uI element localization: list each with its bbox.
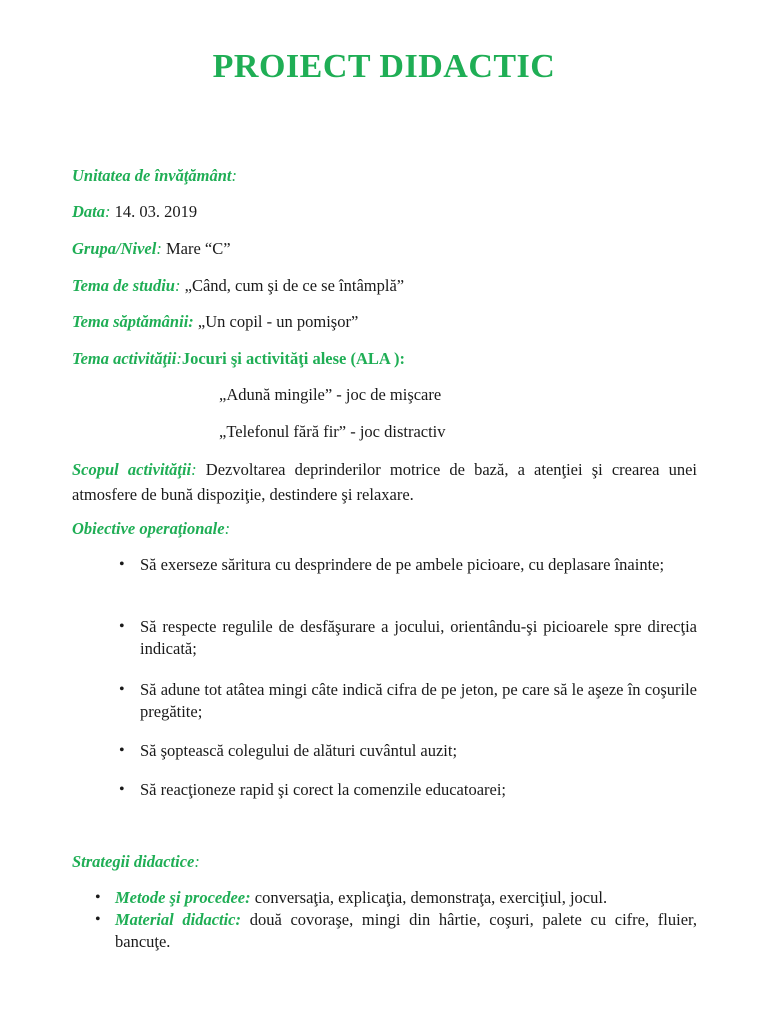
game-item: „Telefonul fără fir” - joc distractiv <box>219 422 446 441</box>
strategii-colon: : <box>194 852 200 871</box>
scopul-colon: : <box>191 460 197 479</box>
tema-studiu-line <box>72 276 404 296</box>
scopul-label: Scopul activităţii <box>72 460 192 479</box>
strategie-value: două covoraşe, mingi din hârtie, coşuri, palete cu cifre, fluier, bancuţe. <box>115 910 697 951</box>
tema-saptamanii-value: „Un copil - un pomişor” <box>193 312 359 331</box>
tema-studiu-label: Tema de studiu <box>72 276 175 295</box>
strategie-label: Material didactic: <box>115 910 242 929</box>
obiectiv-item: • Să exerseze săritura cu desprindere de pe ambele picioare, cu deplasare înainte; <box>140 554 664 576</box>
game-item: „Adună mingile” - joc de mişcare <box>219 385 442 404</box>
tema-saptamanii-line <box>72 312 358 332</box>
tema-activitatii-line <box>72 349 405 369</box>
unitatea-label: Unitatea de învăţământ <box>72 166 232 185</box>
data-colon: : <box>105 202 111 221</box>
obiective-heading <box>72 519 230 539</box>
obiective-colon: : <box>224 519 231 538</box>
grupa-colon: : <box>156 239 162 258</box>
strategie-value: conversaţia, explicaţia, demonstraţa, exerciţiul, jocul. <box>250 888 608 907</box>
scopul-paragraph <box>72 457 697 507</box>
unitatea-colon: : <box>231 166 238 185</box>
obiectiv-item: • Să respecte regulile de desfăşurare a jocului, orientându-şi picioarele spre direcţia indicată; <box>140 616 697 660</box>
unitatea-line <box>72 166 237 186</box>
data-line <box>72 202 197 222</box>
tema-studiu-colon: : <box>175 276 181 295</box>
data-value: 14. 03. 2019 <box>110 202 198 221</box>
strategie-item <box>115 909 697 953</box>
page-title: PROIECT DIDACTIC <box>212 48 556 85</box>
strategie-item <box>115 887 697 909</box>
strategii-list <box>115 887 697 953</box>
obiective-label: Obiective operaţionale <box>72 519 225 538</box>
strategii-heading <box>72 852 200 872</box>
scopul-value: Dezvoltarea deprinderilor motrice de bază, a atenţiei şi crearea unei atmosfere de bună dispoziţie, destindere şi relaxare. <box>72 460 698 504</box>
grupa-label: Grupa/Nivel <box>72 239 157 258</box>
obiectiv-item: • Să şoptească colegului de alături cuvântul auzit; <box>140 740 457 762</box>
grupa-value: Mare “C” <box>161 239 231 258</box>
data-label: Data <box>72 202 105 221</box>
tema-studiu-value: „Când, cum şi de ce se întâmplă” <box>180 276 405 295</box>
tema-activitatii-value: Jocuri şi activităţi alese (ALA ): <box>181 349 406 368</box>
tema-saptamanii-label: Tema săptămânii: <box>72 312 194 331</box>
grupa-line <box>72 239 231 259</box>
tema-activitatii-label: Tema activităţii <box>72 349 177 368</box>
obiectiv-item: • Să reacţioneze rapid şi corect la comenzile educatoarei; <box>140 779 506 801</box>
strategie-label: Metode şi procedee: <box>115 888 251 907</box>
strategii-label: Strategii didactice <box>72 852 195 871</box>
tema-activitatii-colon: : <box>176 349 182 368</box>
obiectiv-item: • Să adune tot atâtea mingi câte indică cifra de pe jeton, pe care să le aşeze în coşurile pregătite; <box>140 679 697 723</box>
